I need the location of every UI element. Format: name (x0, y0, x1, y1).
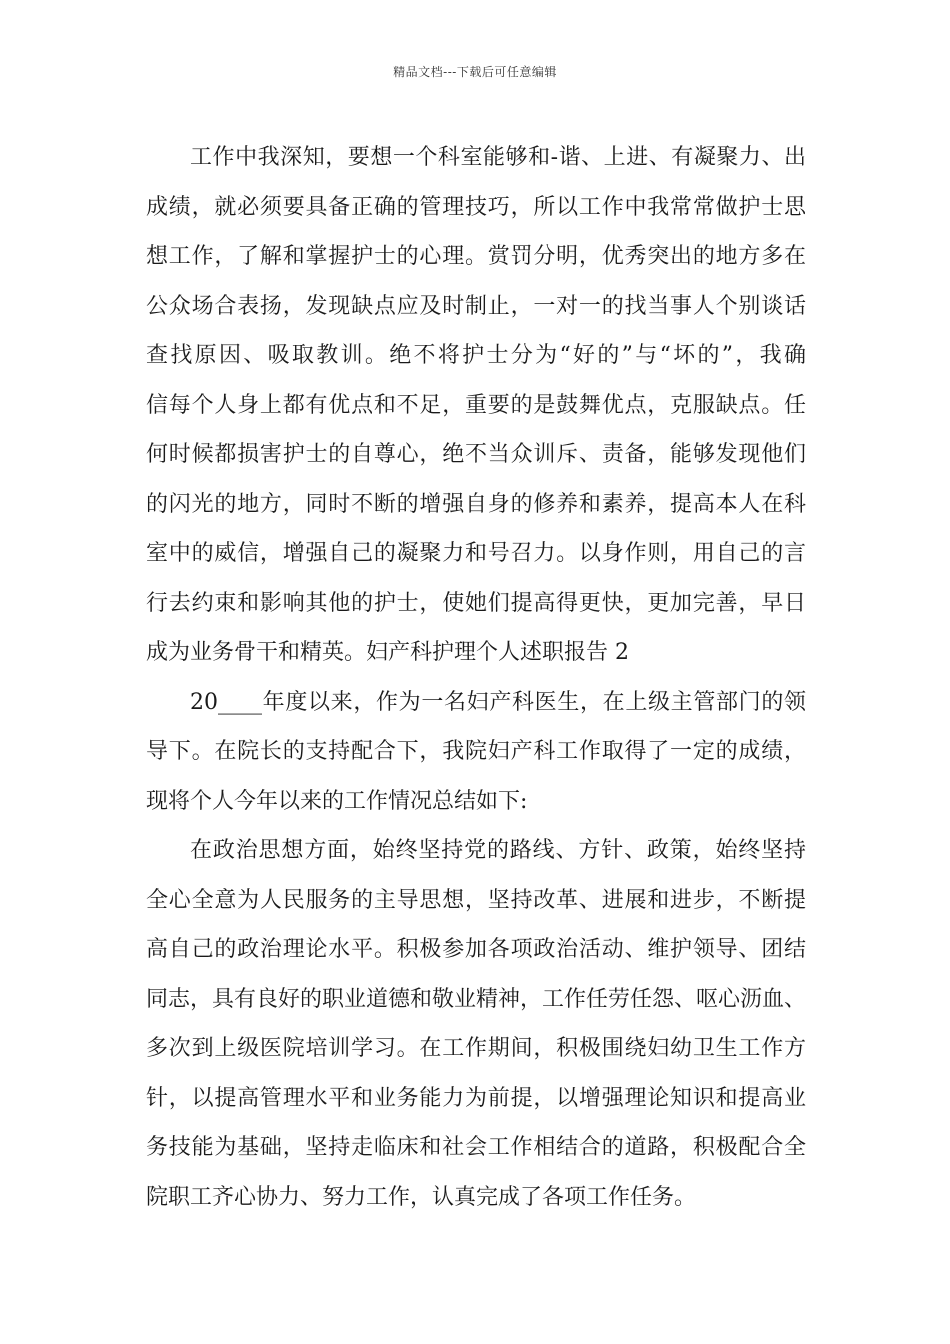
text-line: 何时候都损害护士的自尊心，绝不当众训斥、责备，能够发现他们 (146, 442, 806, 467)
page-header: 精品文档---下载后可任意编辑 (393, 65, 557, 79)
paragraph (146, 133, 806, 678)
text-line: 的闪光的地方，同时不断的增强自身的修养和素养，提高本人在科 (146, 491, 806, 517)
text-line: 多次到上级医院培训学习。在工作期间，积极围绕妇幼卫生工作方 (146, 1036, 806, 1061)
text-line: 在政治思想方面，始终坚持党的路线、方针、政策，始终坚持 (190, 838, 806, 863)
text-line: 院职工齐心协力、努力工作，认真完成了各项工作任务。 (146, 1184, 697, 1210)
text-line: 务技能为基础，坚持走临床和社会工作相结合的道路，积极配合全 (146, 1135, 806, 1160)
text-line: 行去约束和影响其他的护士，使她们提高得更快，更加完善，早日 (146, 590, 806, 616)
text-line: 想工作，了解和掌握护士的心理。赏罚分明，优秀突出的地方多在 (146, 244, 806, 269)
text-line: 20____年度以来，作为一名妇产科医生，在上级主管部门的领 (190, 689, 806, 715)
text-line: 成为业务骨干和精英。妇产科护理个人述职报告 2 (146, 640, 629, 665)
paragraph (146, 826, 806, 1222)
text-line: 针，以提高管理水平和业务能力为前提，以增强理论知识和提高业 (146, 1085, 806, 1111)
text-line: 高自己的政治理论水平。积极参加各项政治活动、维护领导、团结 (146, 937, 806, 962)
document-body (146, 133, 806, 1222)
text-line: 室中的威信，增强自己的凝聚力和号召力。以身作则，用自己的言 (146, 541, 806, 566)
text-line: 同志，具有良好的职业道德和敬业精神，工作任劳任怨、呕心沥血、 (146, 986, 807, 1012)
text-line: 现将个人今年以来的工作情况总结如下: (146, 788, 528, 814)
paragraph (146, 678, 806, 827)
text-line: 公众场合表扬，发现缺点应及时制止，一对一的找当事人个别谈话 (146, 293, 806, 319)
text-line: 全心全意为人民服务的主导思想，坚持改革、进展和进步，不断提 (146, 887, 806, 913)
text-line: 信每个人身上都有优点和不足，重要的是鼓舞优点，克服缺点。任 (146, 392, 806, 418)
text-line: 工作中我深知，要想一个科室能够和-谐、上进、有凝聚力、出 (190, 145, 806, 170)
text-line: 成绩，就必须要具备正确的管理技巧，所以工作中我常常做护士思 (146, 194, 806, 220)
text-line: 查找原因、吸取教训。绝不将护士分为“好的”与“坏的”，我确 (146, 343, 806, 368)
text-line: 导下。在院长的支持配合下，我院妇产科工作取得了一定的成绩， (146, 739, 806, 764)
